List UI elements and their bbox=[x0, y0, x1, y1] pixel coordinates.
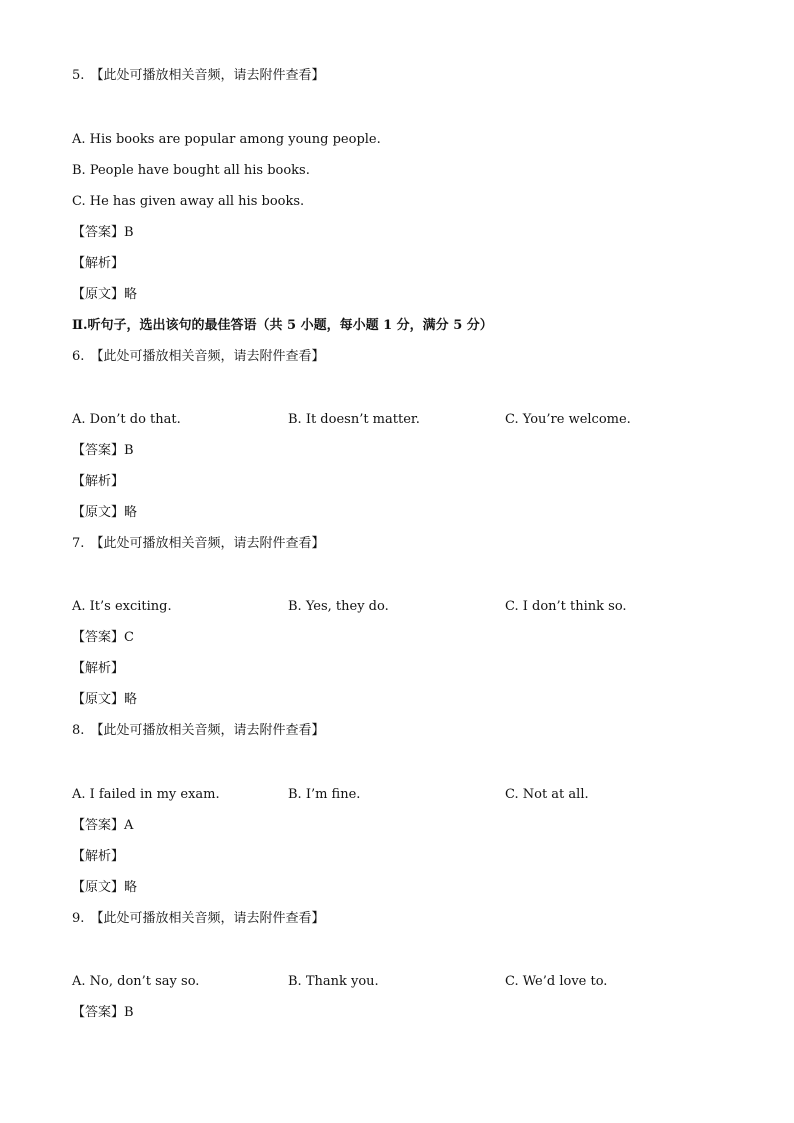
question-number: 8. bbox=[72, 723, 85, 738]
answer-label: 【答案】 bbox=[72, 818, 125, 833]
answer-line bbox=[72, 225, 134, 241]
analysis-label: 【解析】 bbox=[72, 849, 125, 864]
answer-label: 【答案】 bbox=[72, 1005, 125, 1020]
answer-label: 【答案】 bbox=[72, 630, 125, 645]
option-a: A. It’s exciting. bbox=[72, 599, 172, 614]
option-b: B. People have bought all his books. bbox=[72, 163, 310, 178]
original-label: 【原文】 bbox=[72, 880, 125, 895]
answer-value: B bbox=[124, 225, 134, 240]
original-line bbox=[72, 287, 137, 303]
question-6-header bbox=[72, 349, 325, 365]
question-5-header bbox=[72, 68, 325, 84]
option-b: B. Thank you. bbox=[288, 974, 379, 989]
audio-placeholder[interactable]: 【此处可播放相关音频，请去附件查看】 bbox=[90, 536, 325, 551]
option-c: C. Not at all. bbox=[505, 787, 589, 802]
option-c: C. You’re welcome. bbox=[505, 412, 631, 427]
original-label: 【原文】 bbox=[72, 505, 125, 520]
answer-value: C bbox=[124, 630, 134, 645]
answer-line bbox=[72, 818, 133, 834]
answer-line bbox=[72, 1005, 134, 1021]
section-title: Ⅱ.听句子，选出该句的最佳答语（共 5 小题，每小题 1 分，满分 5 分） bbox=[72, 318, 493, 333]
option-a: A. His books are popular among young people. bbox=[72, 132, 381, 147]
answer-label: 【答案】 bbox=[72, 225, 125, 240]
question-9-header bbox=[72, 911, 325, 927]
original-value: 略 bbox=[124, 692, 138, 707]
question-number: 5. bbox=[72, 68, 85, 83]
answer-line bbox=[72, 630, 134, 646]
question-8-header bbox=[72, 723, 325, 739]
option-b: B. It doesn’t matter. bbox=[288, 412, 420, 427]
answer-value: B bbox=[124, 1005, 134, 1020]
analysis-label: 【解析】 bbox=[72, 661, 125, 676]
analysis-label: 【解析】 bbox=[72, 474, 125, 489]
option-c: C. We’d love to. bbox=[505, 974, 608, 989]
option-b: B. Yes, they do. bbox=[288, 599, 389, 614]
original-value: 略 bbox=[124, 505, 138, 520]
original-value: 略 bbox=[124, 880, 138, 895]
original-line bbox=[72, 880, 137, 896]
answer-value: A bbox=[124, 818, 134, 833]
original-line bbox=[72, 692, 137, 708]
answer-value: B bbox=[124, 443, 134, 458]
original-value: 略 bbox=[124, 287, 138, 302]
original-line bbox=[72, 505, 137, 521]
audio-placeholder[interactable]: 【此处可播放相关音频，请去附件查看】 bbox=[90, 349, 325, 364]
audio-placeholder[interactable]: 【此处可播放相关音频，请去附件查看】 bbox=[90, 723, 325, 738]
option-a: A. No, don’t say so. bbox=[72, 974, 200, 989]
question-number: 7. bbox=[72, 536, 85, 551]
question-number: 6. bbox=[72, 349, 85, 364]
original-label: 【原文】 bbox=[72, 692, 125, 707]
analysis-label: 【解析】 bbox=[72, 256, 125, 271]
option-c: C. He has given away all his books. bbox=[72, 194, 305, 209]
question-number: 9. bbox=[72, 911, 85, 926]
option-c: C. I don’t think so. bbox=[505, 599, 627, 614]
audio-placeholder[interactable]: 【此处可播放相关音频，请去附件查看】 bbox=[90, 911, 325, 926]
original-label: 【原文】 bbox=[72, 287, 125, 302]
answer-label: 【答案】 bbox=[72, 443, 125, 458]
answer-line bbox=[72, 443, 134, 459]
option-a: A. Don’t do that. bbox=[72, 412, 181, 427]
option-a: A. I failed in my exam. bbox=[72, 787, 220, 802]
option-b: B. I’m fine. bbox=[288, 787, 361, 802]
audio-placeholder[interactable]: 【此处可播放相关音频，请去附件查看】 bbox=[90, 68, 325, 83]
question-7-header bbox=[72, 536, 325, 552]
